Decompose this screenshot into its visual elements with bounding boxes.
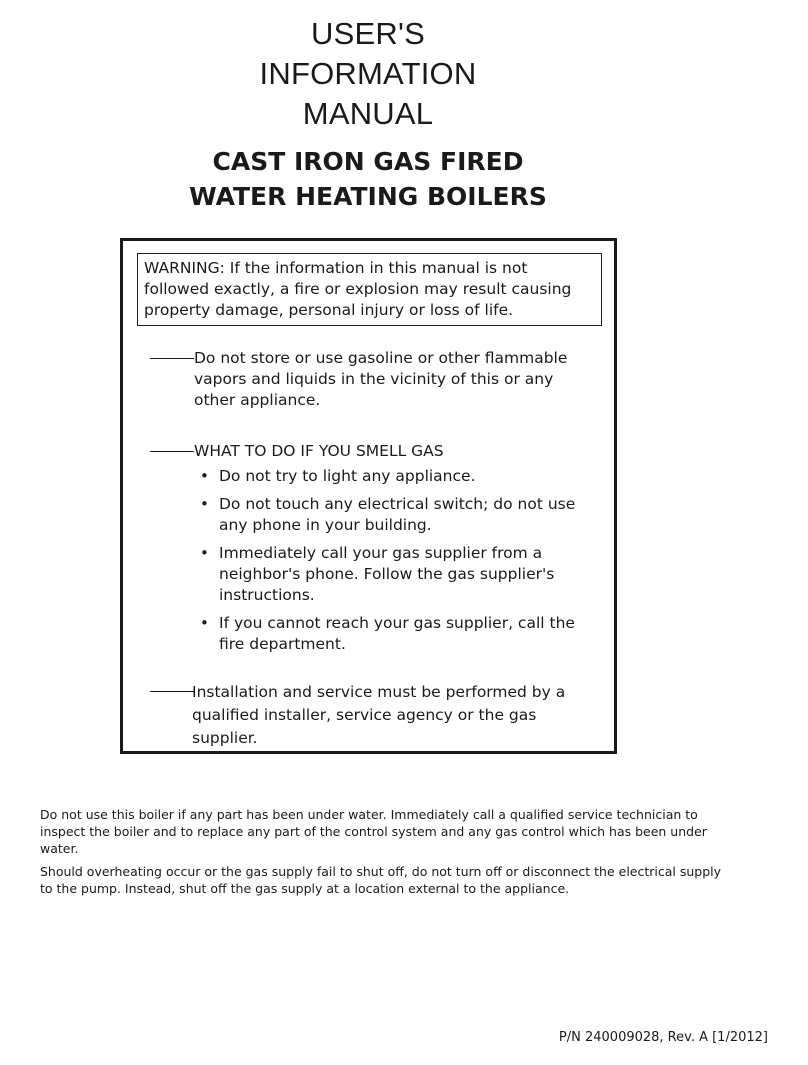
step-text: Do not try to light any appliance. <box>219 467 476 485</box>
list-item <box>198 613 589 655</box>
bullet-icon: • <box>200 614 209 632</box>
list-item <box>198 466 589 487</box>
list-item <box>198 543 589 606</box>
step-text: Do not touch any electrical switch; do not use any phone in your building. <box>219 495 576 534</box>
step-text: Immediately call your gas supplier from a neighbor's phone. Follow the gas supplier's instructions. <box>219 544 555 604</box>
manual-title-line: USER'S <box>311 16 425 51</box>
manual-title-line: INFORMATION <box>259 56 477 91</box>
product-title <box>0 144 736 214</box>
storage-notice: Do not store or use gasoline or other flammable vapors and liquids in the vicinity of this or any other appliance. <box>194 349 568 409</box>
smell-gas-heading: WHAT TO DO IF YOU SMELL GAS <box>194 442 444 460</box>
bullet-icon: • <box>200 495 209 513</box>
dash-rule <box>150 451 194 452</box>
dash-rule <box>150 691 194 692</box>
bullet-icon: • <box>200 544 209 562</box>
manual-title-line: MANUAL <box>302 96 434 131</box>
installation-notice: Installation and service must be performed by a qualified installer, service agency or the gas supplier. <box>192 683 566 747</box>
additional-notes <box>40 806 730 903</box>
product-title-line: WATER HEATING BOILERS <box>189 182 547 211</box>
note-paragraph: Do not use this boiler if any part has been under water. Immediately call a qualified service technician to inspect the boiler and to replace any part of the control system and any gas control which has been under water. <box>40 807 707 856</box>
note-paragraph: Should overheating occur or the gas supply fail to shut off, do not turn off or disconnect the electrical supply to the pump. Instead, shut off the gas supply at a location external to the appliance. <box>40 864 722 896</box>
warning-box: WARNING: If the information in this manual is not followed exactly, a fire or explosion may result causing property damage, personal injury or loss of life. <box>137 253 602 326</box>
smell-gas-steps <box>198 466 589 662</box>
bullet-icon: • <box>200 467 209 485</box>
product-title-line: CAST IRON GAS FIRED <box>212 147 524 176</box>
part-number: P/N 240009028, Rev. A [1/2012] <box>558 1030 768 1045</box>
list-item <box>198 494 589 536</box>
dash-rule <box>150 358 194 359</box>
manual-title <box>0 14 736 134</box>
step-text: If you cannot reach your gas supplier, call the fire department. <box>219 614 575 653</box>
